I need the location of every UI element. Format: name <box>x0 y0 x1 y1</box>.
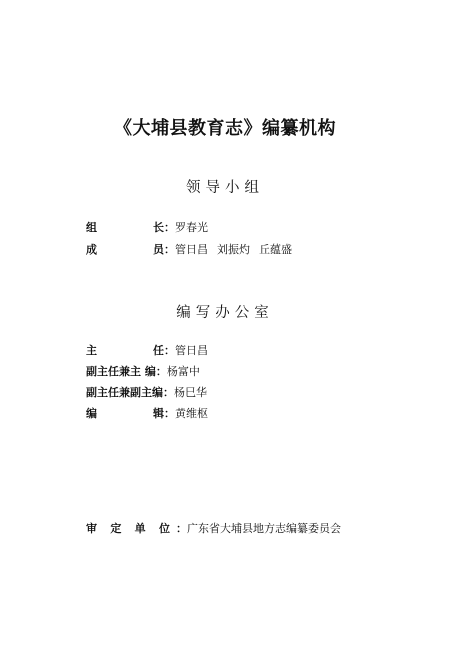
members-label: 成 员 <box>86 243 164 256</box>
leader-row: 组 长 ：罗春光 <box>86 218 208 236</box>
leader-name: 罗春光 <box>175 221 208 234</box>
page-title: 《大埔县教育志》编纂机构 <box>114 118 336 139</box>
deputy-associate-editor-label: 副主任兼副主编 <box>86 386 163 399</box>
deputy-chief-editor-label: 副主任兼主 编 <box>86 365 156 378</box>
director-name: 管日昌 <box>175 344 208 357</box>
member-name: 丘蕴盛 <box>259 243 292 256</box>
deputy-chief-editor-row: 副主任兼主 编：杨富中 <box>86 362 200 380</box>
review-unit-label: 审 定 单 位 <box>86 522 170 535</box>
leader-label: 组 长 <box>86 221 164 234</box>
deputy-associate-editor-name: 杨巳华 <box>174 386 207 399</box>
editor-label: 编 辑 <box>86 407 164 420</box>
section-heading-editorial-office: 编写办公室 <box>176 305 274 321</box>
review-unit-name: 广东省大埔县地方志编纂委员会 <box>187 522 341 535</box>
deputy-chief-editor-name: 杨富中 <box>166 365 200 378</box>
members-row: 成 员 ：管日昌 刘振灼 丘蕴盛 <box>86 240 292 258</box>
editor-name: 黄维枢 <box>175 407 208 420</box>
editor-row: 编 辑 ：黄维枢 <box>86 404 208 422</box>
review-unit-row: 审 定 单 位 ：广东省大埔县地方志编纂委员会 <box>86 519 341 537</box>
section-heading-leading-group: 领导小组 <box>186 180 264 196</box>
deputy-associate-editor-row: 副主任兼副主编：杨巳华 <box>86 383 207 401</box>
member-name: 刘振灼 <box>217 243 250 256</box>
director-label: 主 任 <box>86 344 164 357</box>
member-name: 管日昌 <box>175 243 208 256</box>
director-row: 主 任 ：管日昌 <box>86 341 208 359</box>
